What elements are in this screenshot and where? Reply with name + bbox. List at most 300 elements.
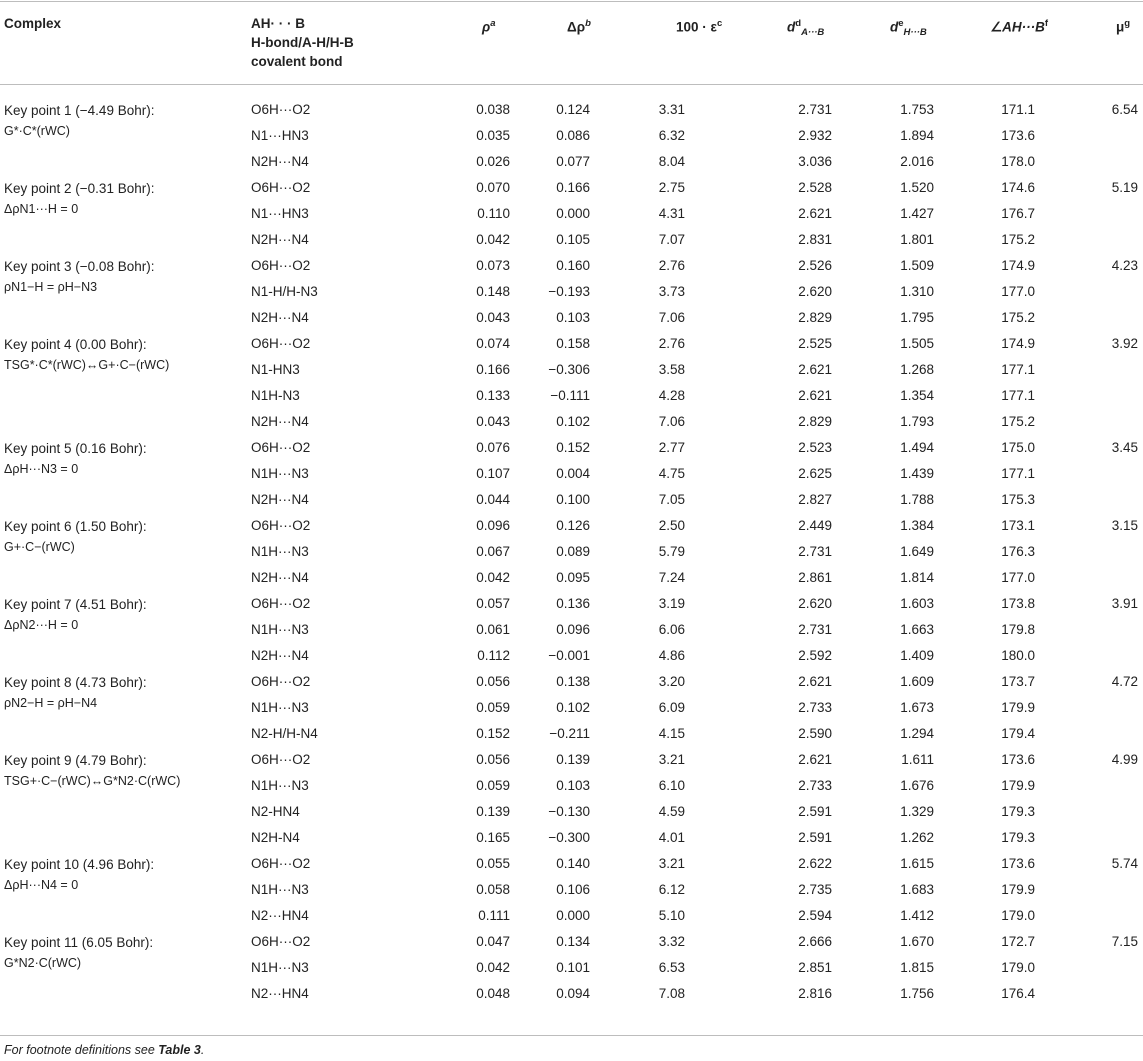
complex-subtitle: ΔρH···N4 = 0: [4, 878, 79, 892]
d-hb-cell: 1.793: [900, 414, 934, 429]
table-row: [0, 539, 1143, 565]
header-d-hb: $d^e_{H\cdot\cdot\cdot B}$: [890, 18, 927, 39]
header-angle: $\angle AH\cdot\cdot\cdot B^f$: [990, 18, 1049, 35]
bond-cell: N2H···N4: [251, 648, 309, 663]
rho-cell: 0.059: [476, 778, 510, 793]
d-hb-cell: 1.603: [900, 596, 934, 611]
delta-rho-cell: −0.111: [550, 388, 590, 403]
table-row: [0, 149, 1143, 175]
delta-rho-cell: 0.077: [556, 154, 590, 169]
angle-cell: 173.7: [1001, 674, 1035, 689]
d-ab-cell: 2.523: [798, 440, 832, 455]
mu-cell: 4.72: [1111, 674, 1138, 689]
angle-cell: 180.0: [1001, 648, 1035, 663]
bond-cell: N1H···N3: [251, 778, 309, 793]
rho-cell: 0.058: [476, 882, 510, 897]
table-row: [0, 305, 1143, 331]
d-hb-cell: 1.815: [900, 960, 934, 975]
delta-rho-cell: −0.300: [548, 830, 590, 845]
angle-cell: 173.8: [1001, 596, 1035, 611]
rho-cell: 0.148: [476, 284, 510, 299]
d-ab-cell: 2.594: [798, 908, 832, 923]
rho-cell: 0.112: [477, 648, 510, 663]
delta-rho-cell: 0.126: [556, 518, 590, 533]
d-hb-cell: 1.384: [900, 518, 934, 533]
d-hb-cell: 1.676: [900, 778, 934, 793]
complex-subtitle: G*N2·C(rWC): [4, 956, 82, 970]
d-ab-cell: 2.526: [798, 258, 832, 273]
header-delta-rho: $\Delta\rho^b$: [567, 18, 591, 35]
angle-cell: 177.0: [1001, 570, 1035, 585]
rho-cell: 0.096: [476, 518, 510, 533]
bond-cell: N1-HN3: [251, 362, 300, 377]
d-hb-cell: 1.611: [901, 752, 934, 767]
rho-cell: 0.047: [476, 934, 510, 949]
delta-rho-cell: −0.306: [548, 362, 590, 377]
table-row: [0, 201, 1143, 227]
epsilon-cell: 6.53: [658, 960, 685, 975]
bond-cell: N1H···N3: [251, 960, 309, 975]
rho-cell: 0.056: [476, 674, 510, 689]
rho-cell: 0.038: [476, 102, 510, 117]
angle-cell: 172.7: [1001, 934, 1035, 949]
delta-rho-cell: 0.124: [556, 102, 590, 117]
table-row: [0, 721, 1143, 747]
angle-cell: 179.3: [1001, 804, 1035, 819]
bond-cell: O6H···O2: [251, 752, 311, 767]
d-ab-cell: 2.625: [798, 466, 832, 481]
table-row: [0, 799, 1143, 825]
d-hb-cell: 1.412: [900, 908, 934, 923]
rho-cell: 0.059: [476, 700, 510, 715]
epsilon-cell: 3.31: [658, 102, 685, 117]
table-row: [0, 825, 1143, 851]
rho-cell: 0.061: [476, 622, 510, 637]
angle-cell: 175.2: [1001, 232, 1035, 247]
rho-cell: 0.074: [476, 336, 510, 351]
rho-cell: 0.042: [476, 960, 510, 975]
d-hb-cell: 1.310: [900, 284, 934, 299]
rho-cell: 0.111: [478, 908, 510, 923]
complex-title: Key point 5 (0.16 Bohr):: [4, 441, 147, 456]
rho-cell: 0.042: [476, 232, 510, 247]
angle-cell: 179.9: [1001, 882, 1035, 897]
d-hb-cell: 1.494: [900, 440, 934, 455]
d-ab-cell: 2.816: [798, 986, 832, 1001]
delta-rho-cell: 0.105: [556, 232, 590, 247]
bond-cell: N1···HN3: [251, 128, 309, 143]
angle-cell: 171.1: [1001, 102, 1035, 117]
rho-cell: 0.055: [476, 856, 510, 871]
bond-cell: N1H-N3: [251, 388, 300, 403]
complex-subtitle: ρN2−H = ρH−N4: [4, 696, 98, 710]
d-hb-cell: 1.520: [900, 180, 934, 195]
table-row: [0, 955, 1143, 981]
bond-cell: N2···HN4: [251, 908, 309, 923]
delta-rho-cell: 0.094: [556, 986, 590, 1001]
header-complex: Complex: [4, 16, 62, 31]
bond-cell: O6H···O2: [251, 258, 311, 273]
epsilon-cell: 8.04: [658, 154, 685, 169]
table-row: [0, 565, 1143, 591]
d-ab-cell: 2.731: [798, 102, 832, 117]
complex-title: Key point 2 (−0.31 Bohr):: [4, 181, 155, 196]
d-hb-cell: 1.795: [900, 310, 934, 325]
bond-cell: O6H···O2: [251, 440, 311, 455]
d-ab-cell: 2.861: [798, 570, 832, 585]
d-hb-cell: 1.788: [900, 492, 934, 507]
rho-cell: 0.057: [476, 596, 510, 611]
delta-rho-cell: 0.000: [556, 908, 590, 923]
table-row: [0, 617, 1143, 643]
complex-subtitle: TSG*·C*(rWC)↔G+·C−(rWC): [4, 358, 170, 372]
angle-cell: 175.3: [1001, 492, 1035, 507]
header-rule: [0, 84, 1143, 85]
delta-rho-cell: 0.106: [556, 882, 590, 897]
epsilon-cell: 3.21: [658, 856, 685, 871]
bond-cell: O6H···O2: [251, 596, 311, 611]
angle-cell: 177.1: [1001, 466, 1035, 481]
complex-title: Key point 7 (4.51 Bohr):: [4, 597, 147, 612]
d-ab-cell: 2.831: [798, 232, 832, 247]
table-row: [0, 461, 1143, 487]
d-ab-cell: 2.731: [798, 622, 832, 637]
angle-cell: 179.0: [1001, 908, 1035, 923]
complex-subtitle: ρN1−H = ρH−N3: [4, 280, 98, 294]
epsilon-cell: 3.58: [658, 362, 685, 377]
rho-cell: 0.043: [476, 310, 510, 325]
epsilon-cell: 3.20: [658, 674, 685, 689]
table-row: [0, 227, 1143, 253]
complex-subtitle: ΔρN1···H = 0: [4, 202, 79, 216]
epsilon-cell: 3.21: [658, 752, 685, 767]
rho-cell: 0.042: [476, 570, 510, 585]
d-ab-cell: 2.525: [798, 336, 832, 351]
d-ab-cell: 2.851: [798, 960, 832, 975]
bond-cell: O6H···O2: [251, 102, 311, 117]
d-ab-cell: 2.620: [798, 596, 832, 611]
d-ab-cell: 2.591: [798, 830, 832, 845]
d-ab-cell: 2.620: [798, 284, 832, 299]
angle-cell: 177.1: [1001, 388, 1035, 403]
complex-title: Key point 9 (4.79 Bohr):: [4, 753, 147, 768]
angle-cell: 174.6: [1001, 180, 1035, 195]
delta-rho-cell: 0.103: [556, 310, 590, 325]
epsilon-cell: 5.79: [658, 544, 685, 559]
mu-cell: 3.45: [1111, 440, 1138, 455]
table-footnote: For footnote definitions see Table 3.: [4, 1043, 205, 1057]
d-ab-cell: 2.735: [798, 882, 832, 897]
complex-subtitle: G+·C−(rWC): [4, 540, 75, 554]
rho-cell: 0.026: [476, 154, 510, 169]
d-hb-cell: 1.753: [900, 102, 934, 117]
mu-cell: 5.19: [1111, 180, 1138, 195]
rho-cell: 0.043: [476, 414, 510, 429]
mu-cell: 7.15: [1111, 934, 1138, 949]
epsilon-cell: 2.75: [658, 180, 685, 195]
delta-rho-cell: 0.138: [556, 674, 590, 689]
delta-rho-cell: 0.095: [556, 570, 590, 585]
rho-cell: 0.073: [476, 258, 510, 273]
bond-cell: N2-HN4: [251, 804, 300, 819]
angle-cell: 175.2: [1001, 414, 1035, 429]
header-rho: $\rho^a$: [482, 18, 496, 35]
d-ab-cell: 2.621: [798, 388, 832, 403]
d-hb-cell: 1.649: [900, 544, 934, 559]
d-ab-cell: 2.666: [798, 934, 832, 949]
header-mu: $\mu^g$: [1116, 18, 1131, 35]
epsilon-cell: 2.76: [658, 336, 685, 351]
epsilon-cell: 4.15: [658, 726, 685, 741]
complex-subtitle: G*·C*(rWC): [4, 124, 70, 138]
d-ab-cell: 2.829: [798, 414, 832, 429]
rho-cell: 0.070: [476, 180, 510, 195]
delta-rho-cell: 0.152: [556, 440, 590, 455]
bond-cell: N2H···N4: [251, 154, 309, 169]
complex-title: Key point 1 (−4.49 Bohr):: [4, 103, 155, 118]
angle-cell: 176.7: [1001, 206, 1035, 221]
rho-cell: 0.152: [476, 726, 510, 741]
epsilon-cell: 4.28: [658, 388, 685, 403]
bond-cell: N1H···N3: [251, 622, 309, 637]
table-row: [0, 773, 1143, 799]
delta-rho-cell: 0.140: [556, 856, 590, 871]
table-row: [0, 123, 1143, 149]
bond-cell: N2H···N4: [251, 310, 309, 325]
d-ab-cell: 2.621: [798, 674, 832, 689]
angle-cell: 176.3: [1001, 544, 1035, 559]
angle-cell: 179.4: [1001, 726, 1035, 741]
bond-cell: N2H···N4: [251, 492, 309, 507]
bond-cell: O6H···O2: [251, 180, 311, 195]
rho-cell: 0.076: [476, 440, 510, 455]
epsilon-cell: 2.77: [658, 440, 685, 455]
delta-rho-cell: 0.101: [556, 960, 590, 975]
epsilon-cell: 3.32: [658, 934, 685, 949]
angle-cell: 173.1: [1001, 518, 1035, 533]
epsilon-cell: 3.19: [658, 596, 685, 611]
rho-cell: 0.166: [476, 362, 510, 377]
epsilon-cell: 7.24: [658, 570, 685, 585]
delta-rho-cell: 0.100: [556, 492, 590, 507]
angle-cell: 177.0: [1001, 284, 1035, 299]
bond-cell: N1···HN3: [251, 206, 309, 221]
d-ab-cell: 2.621: [798, 362, 832, 377]
d-ab-cell: 2.449: [798, 518, 832, 533]
epsilon-cell: 6.09: [658, 700, 685, 715]
mu-cell: 4.23: [1111, 258, 1138, 273]
delta-rho-cell: −0.193: [548, 284, 590, 299]
header-d-ab: $d^d_{A\cdot\cdot\cdot B}$: [787, 18, 825, 39]
bond-cell: N1H···N3: [251, 466, 309, 481]
d-hb-cell: 1.439: [900, 466, 934, 481]
d-hb-cell: 1.894: [900, 128, 934, 143]
delta-rho-cell: 0.096: [556, 622, 590, 637]
epsilon-cell: 4.31: [658, 206, 685, 221]
rho-cell: 0.133: [476, 388, 510, 403]
table-body: [0, 97, 1143, 1007]
d-hb-cell: 1.663: [900, 622, 934, 637]
delta-rho-cell: 0.103: [556, 778, 590, 793]
angle-cell: 173.6: [1001, 856, 1035, 871]
epsilon-cell: 7.07: [658, 232, 685, 247]
complex-title: Key point 6 (1.50 Bohr):: [4, 519, 147, 534]
angle-cell: 178.0: [1001, 154, 1035, 169]
d-hb-cell: 1.814: [900, 570, 934, 585]
d-ab-cell: 2.622: [798, 856, 832, 871]
angle-cell: 175.0: [1001, 440, 1035, 455]
d-ab-cell: 2.731: [798, 544, 832, 559]
d-hb-cell: 2.016: [900, 154, 934, 169]
bond-cell: O6H···O2: [251, 934, 311, 949]
complex-title: Key point 10 (4.96 Bohr):: [4, 857, 155, 872]
d-hb-cell: 1.801: [900, 232, 934, 247]
delta-rho-cell: −0.001: [548, 648, 590, 663]
angle-cell: 175.2: [1001, 310, 1035, 325]
rho-cell: 0.139: [476, 804, 510, 819]
epsilon-cell: 6.32: [658, 128, 685, 143]
rho-cell: 0.048: [476, 986, 510, 1001]
delta-rho-cell: −0.211: [549, 726, 590, 741]
mu-cell: 3.91: [1111, 596, 1138, 611]
bond-cell: N1H···N3: [251, 700, 309, 715]
complex-title: Key point 11 (6.05 Bohr):: [4, 935, 154, 950]
d-hb-cell: 1.756: [900, 986, 934, 1001]
epsilon-cell: 6.12: [658, 882, 685, 897]
bond-cell: O6H···O2: [251, 674, 311, 689]
d-ab-cell: 2.528: [798, 180, 832, 195]
rho-cell: 0.067: [476, 544, 510, 559]
bond-cell: O6H···O2: [251, 336, 311, 351]
epsilon-cell: 7.05: [658, 492, 685, 507]
d-ab-cell: 2.592: [798, 648, 832, 663]
table-row: [0, 409, 1143, 435]
rho-cell: 0.165: [476, 830, 510, 845]
bond-cell: N1-H/H-N3: [251, 284, 318, 299]
epsilon-cell: 4.86: [658, 648, 685, 663]
table-top-rule: [0, 1, 1143, 2]
epsilon-cell: 2.76: [658, 258, 685, 273]
d-hb-cell: 1.409: [900, 648, 934, 663]
angle-cell: 179.0: [1001, 960, 1035, 975]
d-ab-cell: 2.829: [798, 310, 832, 325]
complex-subtitle: TSG+·C−(rWC)↔G*N2·C(rWC): [4, 774, 181, 788]
delta-rho-cell: 0.134: [556, 934, 590, 949]
d-ab-cell: 3.036: [798, 154, 832, 169]
epsilon-cell: 7.08: [658, 986, 685, 1001]
bond-cell: N1H···N3: [251, 544, 309, 559]
delta-rho-cell: 0.166: [556, 180, 590, 195]
mu-cell: 3.15: [1111, 518, 1138, 533]
mu-cell: 6.54: [1111, 102, 1138, 117]
table-row: [0, 643, 1143, 669]
rho-cell: 0.035: [476, 128, 510, 143]
delta-rho-cell: 0.004: [556, 466, 590, 481]
d-ab-cell: 2.591: [798, 804, 832, 819]
table-row: [0, 487, 1143, 513]
bond-cell: N1H···N3: [251, 882, 309, 897]
rho-cell: 0.107: [476, 466, 510, 481]
bond-cell: N2-H/H-N4: [251, 726, 318, 741]
complex-subtitle: ΔρH···N3 = 0: [4, 462, 79, 476]
epsilon-cell: 4.75: [658, 466, 685, 481]
table-row: [0, 877, 1143, 903]
epsilon-cell: 2.50: [658, 518, 685, 533]
d-hb-cell: 1.673: [900, 700, 934, 715]
delta-rho-cell: 0.160: [556, 258, 590, 273]
delta-rho-cell: 0.089: [556, 544, 590, 559]
d-ab-cell: 2.827: [798, 492, 832, 507]
angle-cell: 174.9: [1001, 336, 1035, 351]
complex-title: Key point 3 (−0.08 Bohr):: [4, 259, 155, 274]
table-row: [0, 279, 1143, 305]
bond-cell: N2H···N4: [251, 414, 309, 429]
rho-cell: 0.056: [476, 752, 510, 767]
d-ab-cell: 2.932: [798, 128, 832, 143]
rho-cell: 0.044: [476, 492, 510, 507]
delta-rho-cell: −0.130: [548, 804, 590, 819]
table-row: [0, 903, 1143, 929]
complex-title: Key point 8 (4.73 Bohr):: [4, 675, 147, 690]
delta-rho-cell: 0.136: [556, 596, 590, 611]
bond-cell: O6H···O2: [251, 856, 311, 871]
bond-cell: N2···HN4: [251, 986, 309, 1001]
angle-cell: 179.3: [1001, 830, 1035, 845]
d-ab-cell: 2.733: [798, 700, 832, 715]
epsilon-cell: 5.10: [658, 908, 685, 923]
angle-cell: 179.9: [1001, 778, 1035, 793]
bond-cell: N2H···N4: [251, 232, 309, 247]
delta-rho-cell: 0.158: [556, 336, 590, 351]
angle-cell: 173.6: [1001, 128, 1035, 143]
header-epsilon: $100 \cdot \varepsilon^c$: [676, 18, 723, 35]
mu-cell: 5.74: [1111, 856, 1138, 871]
d-hb-cell: 1.615: [900, 856, 934, 871]
delta-rho-cell: 0.000: [556, 206, 590, 221]
delta-rho-cell: 0.139: [556, 752, 590, 767]
epsilon-cell: 4.59: [658, 804, 685, 819]
d-hb-cell: 1.670: [900, 934, 934, 949]
d-hb-cell: 1.609: [900, 674, 934, 689]
angle-cell: 173.6: [1001, 752, 1035, 767]
table-bottom-rule: [0, 1035, 1143, 1036]
d-ab-cell: 2.733: [798, 778, 832, 793]
angle-cell: 176.4: [1001, 986, 1035, 1001]
table-row: [0, 383, 1143, 409]
d-hb-cell: 1.354: [900, 388, 934, 403]
header-bond: AH· · · B H-bond/A-H/H-B covalent bond: [251, 16, 354, 69]
d-hb-cell: 1.427: [900, 206, 934, 221]
d-hb-cell: 1.329: [900, 804, 934, 819]
d-hb-cell: 1.683: [900, 882, 934, 897]
epsilon-cell: 3.73: [658, 284, 685, 299]
table-row: [0, 695, 1143, 721]
angle-cell: 179.8: [1001, 622, 1035, 637]
epsilon-cell: 6.10: [658, 778, 685, 793]
d-ab-cell: 2.590: [798, 726, 832, 741]
delta-rho-cell: 0.102: [556, 700, 590, 715]
bond-cell: O6H···O2: [251, 518, 311, 533]
angle-cell: 179.9: [1001, 700, 1035, 715]
mu-cell: 4.99: [1111, 752, 1138, 767]
d-ab-cell: 2.621: [798, 206, 832, 221]
d-hb-cell: 1.294: [900, 726, 934, 741]
angle-cell: 174.9: [1001, 258, 1035, 273]
rho-cell: 0.110: [477, 206, 510, 221]
epsilon-cell: 6.06: [658, 622, 685, 637]
delta-rho-cell: 0.102: [556, 414, 590, 429]
d-hb-cell: 1.509: [900, 258, 934, 273]
